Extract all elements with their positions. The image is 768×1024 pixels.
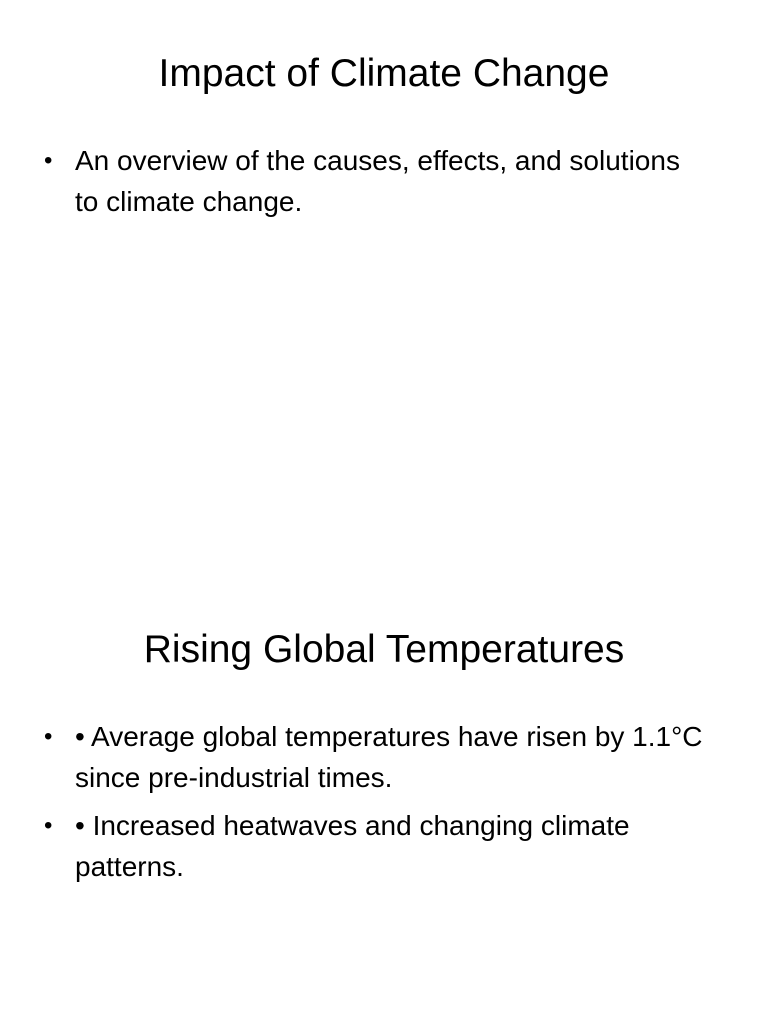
bullet-icon: • (44, 147, 53, 174)
bullet-list (44, 716, 704, 894)
slide-2 (0, 576, 768, 1024)
bullet-item (44, 140, 704, 222)
slide-title: Impact of Climate Change (158, 52, 610, 95)
bullet-text: • Average global temperatures have risen by 1.1°C since pre-industrial times. (75, 721, 703, 793)
bullet-icon: • (44, 812, 53, 839)
bullet-text: • Increased heatwaves and changing climate patterns. (75, 810, 630, 882)
bullet-list (44, 140, 704, 229)
slide-title: Rising Global Temperatures (143, 628, 625, 671)
bullet-item (44, 805, 704, 887)
bullet-item (44, 716, 704, 798)
bullet-icon: • (44, 723, 53, 750)
bullet-text: An overview of the causes, effects, and solutions to climate change. (75, 145, 680, 217)
